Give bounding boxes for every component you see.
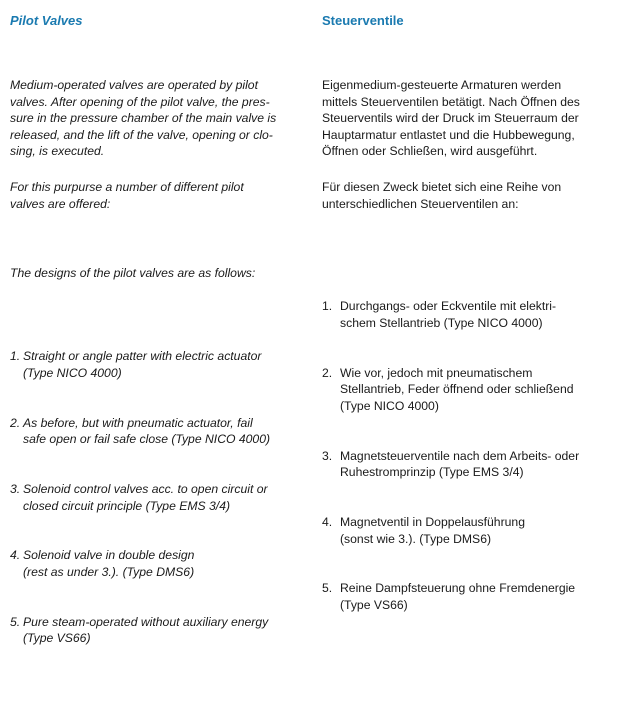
list-item-number: 5. [10, 614, 21, 629]
german-paragraph-2: Für diesen Zweck bietet sich eine Reihe von unterschiedlichen Steuerventilen an: [322, 180, 562, 211]
list-item [10, 481, 300, 514]
english-design-list [10, 232, 300, 713]
list-item [10, 614, 300, 647]
list-item-number: 3. [322, 448, 333, 463]
list-item [322, 365, 612, 415]
german-heading: Steuerventile [322, 13, 404, 28]
list-item-text: Pure steam-operated without auxiliary energy (Type VS66) [23, 614, 269, 646]
list-item-text: Durchgangs- oder Eckventile mit elektri- schem Stellantrieb (Type NICO 4000) [340, 299, 557, 330]
list-item-number: 2. [322, 365, 333, 380]
list-item-number: 4. [10, 548, 21, 563]
english-paragraph-2: For this purpurse a number of different pilot valves are offered: [10, 180, 244, 211]
list-item-text: Magnetventil in Doppelausführung (sonst wie 3.). (Type DMS6) [340, 515, 525, 546]
list-item-number: 3. [10, 481, 21, 496]
list-item-number: 4. [322, 515, 333, 530]
english-heading: Pilot Valves [10, 13, 83, 28]
list-item-number: 1. [322, 299, 333, 314]
list-item-text: Magnetsteuerventile nach dem Arbeits- oder Ruhestromprinzip (Type EMS 3/4) [340, 448, 580, 480]
german-design-list [322, 232, 612, 680]
list-item [322, 514, 612, 547]
list-item [322, 448, 612, 481]
list-item-text: Straight or angle patter with electric actuator (Type NICO 4000) [23, 349, 262, 380]
list-item [10, 348, 300, 381]
list-item-text: As before, but with pneumatic actuator, fail safe open or fail safe close (Type NICO 4000) [23, 415, 271, 447]
list-item [10, 415, 300, 448]
list-item-text: Solenoid control valves acc. to open circuit or closed circuit principle (Type EMS 3/4) [23, 481, 268, 513]
list-item [322, 580, 612, 613]
list-item-number: 5. [322, 581, 333, 596]
list-item-text: Reine Dampfsteuerung ohne Fremdenergie (Type VS66) [340, 581, 576, 613]
list-item-number: 2. [10, 415, 21, 430]
german-paragraph-1: Eigenmedium-gesteuerte Armaturen werden mittels Steuerventilen betätigt. Nach Öffnen des Steuerventils wird der Druck im Steuerraum der Hauptarmatur entlastet und die Hubbewegung, Öffnen oder Schließen, wird ausgeführt. [322, 78, 580, 159]
english-list-intro: The designs of the pilot valves are as follows: [10, 266, 256, 281]
list-item [10, 547, 300, 580]
list-item-number: 1. [10, 349, 21, 364]
list-item [322, 298, 612, 331]
english-paragraph-1: Medium-operated valves are operated by pilot valves. After opening of the pilot valve, the pres- sure in the pressure chamber of the main valve is released, and the lift of the valve, opening or clo- sing, is executed. [10, 78, 277, 159]
list-item-text: Solenoid valve in double design (rest as under 3.). (Type DMS6) [23, 548, 195, 579]
list-item-text: Wie vor, jedoch mit pneumatischem Stellantrieb, Feder öffnend oder schließend (Type NICO 4000) [340, 365, 574, 413]
